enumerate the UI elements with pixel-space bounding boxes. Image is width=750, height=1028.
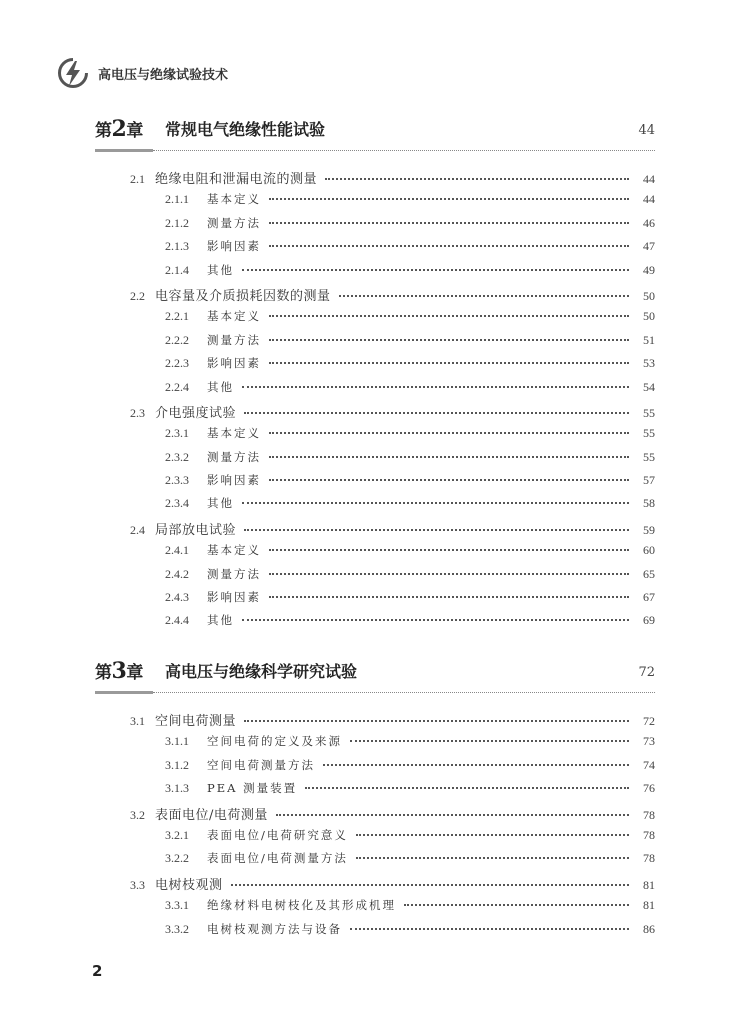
entry-page: 74	[643, 757, 655, 772]
entry-page: 55	[643, 426, 655, 441]
dot-leader	[269, 573, 629, 575]
entry-page: 81	[643, 877, 655, 892]
entry-page: 59	[643, 522, 655, 537]
entry-number: 3.3.1	[165, 898, 189, 913]
dot-leader	[231, 884, 629, 886]
entry-number: 3.3	[130, 877, 145, 892]
chapter-page: 44	[638, 123, 655, 138]
toc-subsection-entry[interactable]	[95, 589, 655, 612]
toc-subsection-entry[interactable]	[95, 379, 655, 402]
chapter-bar	[95, 691, 153, 694]
entry-title: 绝缘材料电树枝化及其形成机理	[207, 898, 396, 913]
dot-leader	[244, 529, 629, 531]
entry-page: 78	[643, 807, 655, 822]
entry-page: 78	[643, 851, 655, 866]
toc-subsection-entry[interactable]	[95, 308, 655, 331]
entry-number: 2.4.3	[165, 590, 189, 605]
entry-page: 81	[643, 898, 655, 913]
entry-number: 2.1.3	[165, 239, 189, 254]
entry-number: 3.1.1	[165, 734, 189, 749]
entry-page: 67	[643, 590, 655, 605]
entry-page: 49	[643, 262, 655, 277]
entry-number: 2.3	[130, 405, 145, 420]
chapter-label: 第2章	[95, 116, 143, 142]
entry-number: 3.3.2	[165, 921, 189, 936]
chapter-heading[interactable]	[95, 658, 655, 688]
chapter-2-toc	[95, 116, 655, 636]
dot-leader	[269, 362, 629, 364]
dot-leader	[244, 720, 629, 722]
entry-page: 47	[643, 239, 655, 254]
entry-page: 50	[643, 288, 655, 303]
toc-subsection-entry[interactable]	[95, 262, 655, 285]
entry-number: 2.3.1	[165, 426, 189, 441]
entry-title: 空间电荷的定义及来源	[207, 734, 342, 749]
entry-number: 2.4.2	[165, 566, 189, 581]
chapter-rule	[153, 692, 655, 693]
entry-title: 其他	[207, 496, 234, 511]
dot-leader	[244, 412, 629, 414]
entry-number: 3.1	[130, 714, 145, 728]
dot-leader	[242, 386, 629, 388]
dot-leader	[269, 245, 629, 247]
toc-subsection-entry[interactable]	[95, 757, 655, 780]
entry-number: 2.2.3	[165, 356, 189, 371]
entry-title: 空间电荷测量	[155, 714, 237, 729]
toc-subsection-entry[interactable]	[95, 332, 655, 355]
dot-leader	[269, 432, 629, 434]
toc-subsection-entry[interactable]	[95, 425, 655, 448]
entry-title: 表面电位/电荷研究意义	[207, 827, 348, 842]
chapter-rule	[153, 150, 655, 151]
dot-leader	[269, 596, 629, 598]
entry-title: 局部放电试验	[155, 522, 237, 538]
entry-title: 表面电位/电荷测量	[155, 807, 268, 823]
entry-page: 55	[643, 405, 655, 420]
entry-page: 51	[643, 332, 655, 347]
dot-leader	[269, 549, 629, 551]
dot-leader	[242, 619, 629, 621]
entry-title: 电树枝观测	[155, 877, 223, 893]
entry-number: 2.2.2	[165, 332, 189, 347]
entry-number: 3.2.2	[165, 851, 189, 866]
entry-title: PEA 测量装置	[207, 781, 298, 796]
entry-page: 55	[643, 449, 655, 464]
toc-subsection-entry[interactable]	[95, 780, 655, 803]
entry-title: 基本定义	[207, 543, 261, 558]
toc-subsection-entry[interactable]	[95, 612, 655, 635]
entry-page: 73	[643, 734, 655, 749]
toc-subsection-entry[interactable]	[95, 542, 655, 565]
entry-number: 2.3.4	[165, 496, 189, 511]
entry-number: 3.2	[130, 807, 145, 822]
entry-page: 44	[643, 192, 655, 207]
entry-page: 58	[643, 496, 655, 511]
entry-title: 空间电荷测量方法	[207, 757, 315, 772]
entry-page: 78	[643, 827, 655, 842]
dot-leader	[269, 479, 629, 481]
book-title: 高电压与绝缘试验技术	[98, 67, 229, 83]
book-header	[56, 56, 228, 90]
entry-page: 46	[643, 215, 655, 230]
entry-title: 介电强度试验	[155, 405, 237, 421]
entry-number: 3.1.3	[165, 781, 189, 796]
entry-number: 2.1.2	[165, 215, 189, 230]
entry-title: 影响因素	[207, 473, 261, 488]
chapter-3-toc	[95, 658, 655, 944]
entry-page: 53	[643, 356, 655, 371]
dot-leader	[242, 502, 629, 504]
dot-leader	[269, 315, 629, 317]
entry-title: 基本定义	[207, 192, 261, 207]
dot-leader	[339, 295, 629, 297]
entry-page: 50	[643, 309, 655, 324]
toc-subsection-entry[interactable]	[95, 355, 655, 378]
entry-title: 基本定义	[207, 309, 261, 324]
toc-subsection-entry[interactable]	[95, 850, 655, 873]
entry-number: 2.4.1	[165, 543, 189, 558]
entry-title: 其他	[207, 379, 234, 394]
page-number: 2	[92, 962, 103, 980]
entry-page: 86	[643, 921, 655, 936]
entry-title: 影响因素	[207, 590, 261, 605]
dot-leader	[350, 928, 629, 930]
entry-title: 电容量及介质损耗因数的测量	[155, 288, 331, 304]
dot-leader	[269, 222, 629, 224]
toc-subsection-entry[interactable]	[95, 921, 655, 944]
entry-number: 2.2	[130, 288, 145, 303]
dot-leader	[276, 814, 629, 816]
toc-subsection-entry[interactable]	[95, 733, 655, 756]
entry-title: 影响因素	[207, 356, 261, 371]
entry-number: 2.2.1	[165, 309, 189, 324]
chapter-title: 高电压与绝缘科学研究试验	[165, 662, 358, 681]
toc-subsection-entry[interactable]	[95, 495, 655, 518]
entry-page: 54	[643, 379, 655, 394]
entry-number: 2.1.1	[165, 192, 189, 207]
toc-section-entry[interactable]	[95, 519, 655, 542]
chapter-label: 第3章	[95, 658, 143, 684]
entry-number: 2.1	[130, 172, 145, 186]
entry-number: 3.2.1	[165, 827, 189, 842]
toc-section-entry[interactable]	[95, 874, 655, 897]
entry-title: 其他	[207, 262, 234, 277]
entry-title: 绝缘电阻和泄漏电流的测量	[155, 172, 318, 187]
toc-section-entry[interactable]	[95, 710, 655, 733]
entry-title: 其他	[207, 613, 234, 628]
dot-leader	[269, 339, 629, 341]
entry-number: 2.4	[130, 522, 145, 537]
entry-title: 测量方法	[207, 215, 261, 230]
toc-subsection-entry[interactable]	[95, 191, 655, 214]
dot-leader	[269, 198, 629, 200]
dot-leader	[305, 787, 629, 789]
entry-title: 测量方法	[207, 566, 261, 581]
chapter-bar	[95, 149, 153, 152]
entry-number: 2.2.4	[165, 379, 189, 394]
toc-subsection-entry[interactable]	[95, 449, 655, 472]
entry-page: 76	[643, 781, 655, 796]
dot-leader	[356, 857, 629, 859]
toc-section-entry[interactable]	[95, 168, 655, 191]
entry-number: 2.3.2	[165, 449, 189, 464]
toc-entries	[95, 168, 655, 636]
entry-page: 72	[643, 714, 655, 728]
chapter-title: 常规电气绝缘性能试验	[165, 120, 326, 139]
entry-page: 57	[643, 473, 655, 488]
entry-number: 2.4.4	[165, 613, 189, 628]
toc-subsection-entry[interactable]	[95, 827, 655, 850]
chapter-heading[interactable]	[95, 116, 655, 146]
entry-number: 2.1.4	[165, 262, 189, 277]
toc-section-entry[interactable]	[95, 402, 655, 425]
toc-subsection-entry[interactable]	[95, 566, 655, 589]
dot-leader	[269, 456, 629, 458]
entry-title: 测量方法	[207, 332, 261, 347]
dot-leader	[323, 764, 629, 766]
toc-entries	[95, 710, 655, 944]
entry-title: 测量方法	[207, 449, 261, 464]
entry-page: 69	[643, 613, 655, 628]
toc-section-entry[interactable]	[95, 285, 655, 308]
entry-page: 44	[643, 172, 655, 186]
toc-subsection-entry[interactable]	[95, 238, 655, 261]
dot-leader	[350, 740, 629, 742]
entry-title: 表面电位/电荷测量方法	[207, 851, 348, 866]
toc-subsection-entry[interactable]	[95, 215, 655, 238]
toc-section-entry[interactable]	[95, 804, 655, 827]
dot-leader	[325, 178, 629, 180]
chapter-page: 72	[638, 665, 655, 680]
entry-page: 60	[643, 543, 655, 558]
dot-leader	[356, 834, 629, 836]
entry-page: 65	[643, 566, 655, 581]
entry-title: 电树枝观测方法与设备	[207, 921, 342, 936]
toc-subsection-entry[interactable]	[95, 897, 655, 920]
lightning-bolt-icon	[56, 56, 90, 90]
dot-leader	[242, 269, 629, 271]
entry-number: 3.1.2	[165, 757, 189, 772]
dot-leader	[404, 904, 629, 906]
entry-title: 影响因素	[207, 239, 261, 254]
entry-number: 2.3.3	[165, 473, 189, 488]
toc-subsection-entry[interactable]	[95, 472, 655, 495]
entry-title: 基本定义	[207, 426, 261, 441]
